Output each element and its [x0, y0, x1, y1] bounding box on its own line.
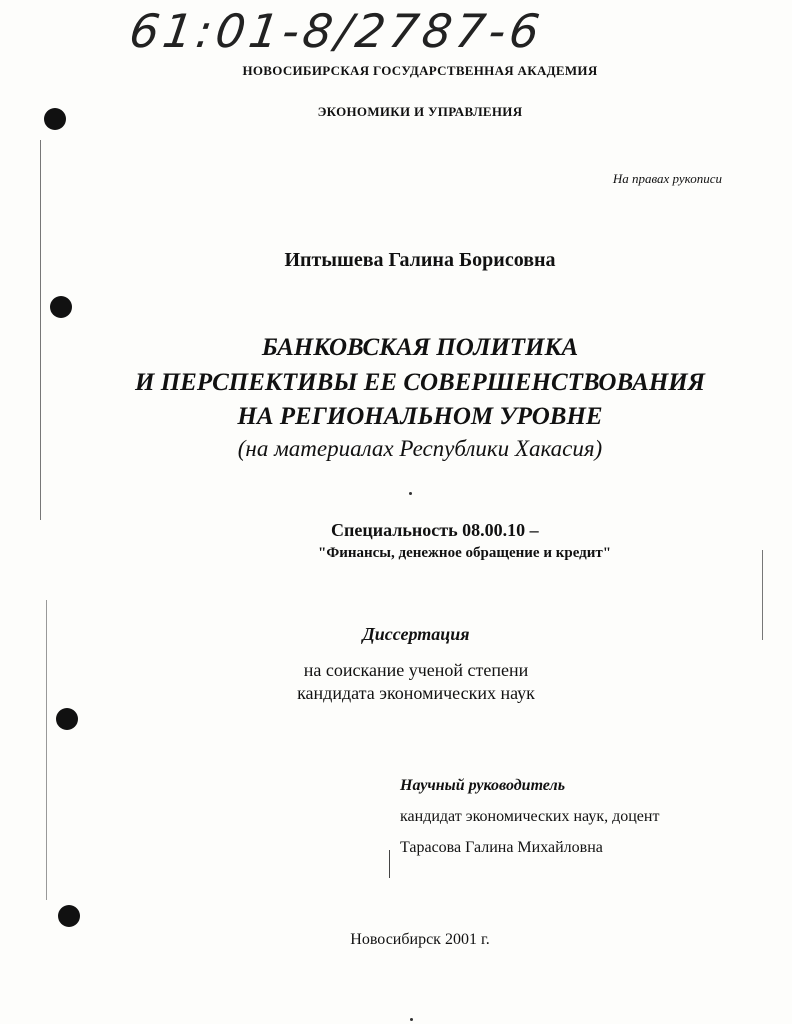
supervisor-label: Научный руководитель: [400, 777, 566, 794]
handwritten-catalog-number: 61:01-8/2787-6: [126, 4, 547, 58]
title-line-2: И ПЕРСПЕКТИВЫ ЕЕ СОВЕРШЕНСТВОВАНИЯ: [135, 369, 705, 396]
scan-mark: [389, 850, 390, 878]
scan-edge-line-left-lower: [46, 600, 47, 900]
manuscript-rights-note: На правах рукописи: [612, 171, 722, 186]
supervisor-rank: кандидат экономических наук, доцент: [400, 808, 660, 825]
specialty-code: Специальность 08.00.10 –: [331, 520, 539, 540]
specialty-name: "Финансы, денежное обращение и кредит": [318, 545, 612, 561]
punch-hole-2: [50, 296, 72, 318]
degree-line-1: на соискание ученой степени: [303, 660, 529, 680]
place-and-year: Новосибирск 2001 г.: [350, 931, 490, 948]
scan-speck-bottom: [410, 1018, 413, 1021]
punch-hole-1: [44, 108, 66, 130]
scan-edge-line-right: [762, 550, 763, 640]
title-line-1: БАНКОВСКАЯ ПОЛИТИКА: [261, 334, 579, 361]
work-type: Диссертация: [362, 624, 470, 644]
title-subtitle: (на материалах Республики Хакасия): [237, 436, 603, 461]
title-line-3: НА РЕГИОНАЛЬНОМ УРОВНЕ: [237, 403, 603, 430]
scan-edge-line-left: [40, 140, 41, 520]
institution-name-line-2: ЭКОНОМИКИ И УПРАВЛЕНИЯ: [317, 104, 523, 119]
supervisor-name: Тарасова Галина Михайловна: [400, 839, 603, 856]
punch-hole-3: [56, 708, 78, 730]
scan-speck: [409, 492, 412, 495]
institution-name-line-1: НОВОСИБИРСКАЯ ГОСУДАРСТВЕННАЯ АКАДЕМИЯ: [242, 63, 598, 78]
author-name: Иптышева Галина Борисовна: [284, 249, 556, 271]
degree-line-2: кандидата экономических наук: [297, 683, 535, 703]
punch-hole-4: [58, 905, 80, 927]
